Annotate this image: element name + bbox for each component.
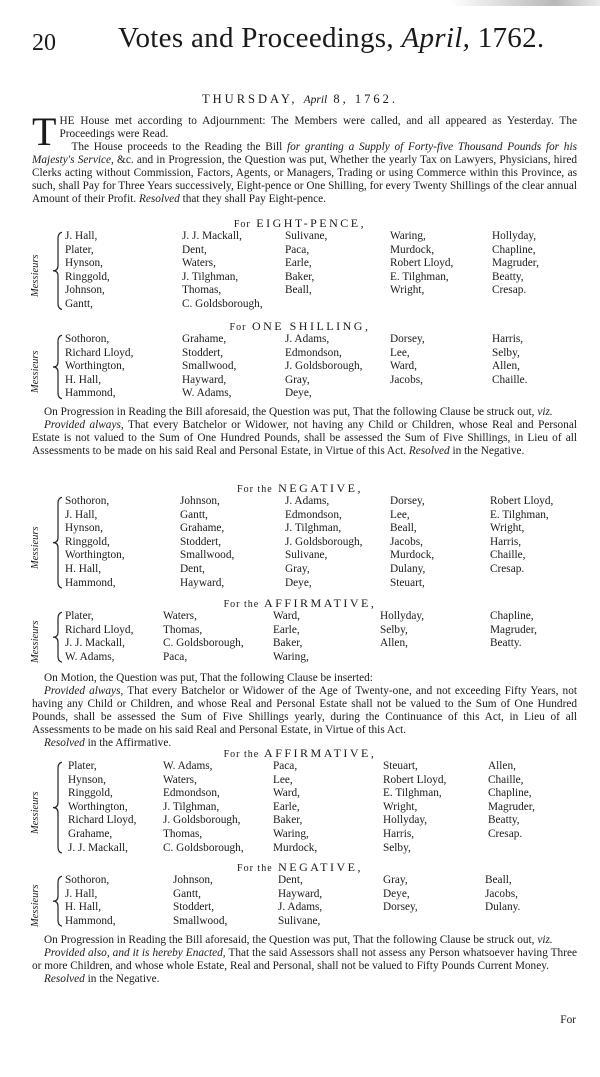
member-name: Wright, xyxy=(383,800,418,813)
member-name: J. Tilghman, xyxy=(285,522,342,535)
member-name: Gray, xyxy=(285,562,310,575)
member-name: Hayward, xyxy=(278,887,323,900)
member-name: Stoddert, xyxy=(182,346,224,359)
member-name: Wright, xyxy=(490,522,525,535)
member-name: Dent, xyxy=(180,562,205,575)
member-name: Sothoron, xyxy=(65,333,110,345)
member-name: Earle, xyxy=(273,623,300,636)
name-column xyxy=(68,760,136,855)
italic-text: Resolved xyxy=(44,973,85,985)
messieurs-label: Messieurs xyxy=(30,791,41,834)
italic-text: viz. xyxy=(537,934,553,946)
member-name: Waring, xyxy=(390,230,426,242)
vote-heading-label: ONE SHILLING, xyxy=(251,319,371,333)
member-name: Lee, xyxy=(390,508,410,521)
paragraph xyxy=(32,947,577,973)
member-name: Chaille, xyxy=(490,549,526,562)
text-block xyxy=(32,672,577,750)
name-column xyxy=(65,874,116,928)
member-name: Baker, xyxy=(285,270,315,283)
text-block xyxy=(32,406,577,458)
member-name: C. Goldsborough, xyxy=(163,637,244,650)
text: That every Batchelor or Widower, not having any Child or Children, whose Real and Personal Estate is not valued to the Sum of One Hundred Pounds, shall be assessed the Sum of Five Shillings, in Lieu of all Assessments to be made on his said Real and Personal Estate, in Virtue of this Act. xyxy=(32,419,577,457)
member-name: Beatty, xyxy=(488,814,520,827)
member-name: Dulany. xyxy=(485,901,521,914)
member-name: Edmondson, xyxy=(285,346,342,359)
vote-heading-label: AFFIRMATIVE, xyxy=(264,746,377,760)
member-name: Beall, xyxy=(390,522,417,535)
brace-icon xyxy=(42,495,62,590)
name-column xyxy=(380,610,424,651)
date-month: April xyxy=(303,94,328,106)
member-name: Hayward, xyxy=(182,373,227,386)
member-name: Jacobs, xyxy=(485,887,518,900)
member-name: J. Adams, xyxy=(285,333,330,345)
name-column xyxy=(383,760,446,855)
member-name: Allen, xyxy=(488,760,516,772)
member-name: E. Tilghman, xyxy=(383,787,442,800)
name-column xyxy=(492,333,527,387)
name-column xyxy=(65,610,133,664)
member-name: Earle, xyxy=(285,257,312,270)
name-column xyxy=(285,333,363,401)
vote-heading-prefix: For xyxy=(229,322,247,333)
member-name: Sulivane, xyxy=(278,914,321,927)
member-name: Cresap. xyxy=(488,827,523,840)
member-name: Robert Lloyd, xyxy=(490,495,554,507)
member-name: Stoddert, xyxy=(180,535,222,548)
brace-icon xyxy=(42,610,62,664)
member-name: Magruder, xyxy=(490,623,537,636)
member-name: Johnson, xyxy=(173,874,213,886)
member-name: C. Goldsborough, xyxy=(182,297,263,310)
vote-heading xyxy=(0,319,600,334)
member-name: Murdock, xyxy=(390,549,435,562)
text: in the Affirmative. xyxy=(84,737,172,749)
member-name: J. Adams, xyxy=(285,495,330,507)
member-name: Paca, xyxy=(163,650,188,663)
messieurs-label: Messieurs xyxy=(30,350,41,393)
member-name: H. Hall, xyxy=(65,901,102,914)
text: HE House met according to Adjournment: The Members were called, and all appeared as Yesterday. The Proceedings were Read. xyxy=(59,115,577,140)
name-column xyxy=(65,495,125,590)
member-name: Hollyday, xyxy=(380,610,425,622)
name-column xyxy=(390,495,434,590)
vote-heading xyxy=(0,860,600,875)
member-name: Deye, xyxy=(285,387,312,400)
member-name: Gray, xyxy=(383,874,408,886)
member-name: Cresap. xyxy=(492,284,527,297)
paragraph xyxy=(32,672,577,685)
member-name: J. Hall, xyxy=(65,508,98,521)
messieurs-label: Messieurs xyxy=(30,884,41,928)
member-name: H. Hall, xyxy=(65,562,102,575)
day-heading xyxy=(0,92,600,107)
member-name: Chapline, xyxy=(488,787,532,800)
day-name: THURSDAY, xyxy=(202,92,298,106)
text: On Progression in Reading the Bill aforesaid, the Question was put, That the following Clause be struck out, xyxy=(44,934,538,946)
member-name: Thomas, xyxy=(163,827,203,840)
name-column xyxy=(285,495,363,590)
vote-heading-prefix: For the xyxy=(223,599,260,610)
name-column xyxy=(390,333,425,387)
member-name: Beall, xyxy=(285,284,312,297)
page-title xyxy=(118,22,544,55)
member-name: Hynson, xyxy=(68,773,106,786)
member-name: Lee, xyxy=(390,346,410,359)
name-column xyxy=(65,333,133,401)
italic-text: Provided always, xyxy=(44,419,124,431)
member-name: Plater, xyxy=(65,243,94,256)
name-column xyxy=(488,760,535,842)
title-text: Votes and Proceedings, xyxy=(118,22,394,54)
name-column xyxy=(278,874,322,928)
member-name: Paca, xyxy=(285,243,310,256)
italic-text: Provided also, and it is hereby Enacted, xyxy=(44,947,226,959)
member-name: Chaille, xyxy=(488,773,524,786)
vote-heading-label: NEGATIVE, xyxy=(278,860,363,874)
name-column xyxy=(182,333,236,401)
paragraph xyxy=(32,973,577,986)
brace-icon xyxy=(42,230,62,312)
paragraph xyxy=(32,934,577,947)
member-name: Stoddert, xyxy=(173,901,215,914)
text: that they shall Pay Eight-pence. xyxy=(179,193,326,205)
member-name: Ward, xyxy=(273,610,301,622)
page-number: 20 xyxy=(32,30,56,56)
member-name: Hollyday, xyxy=(492,230,537,242)
member-name: J. J. Mackall, xyxy=(182,230,242,242)
member-name: W. Adams, xyxy=(182,387,232,400)
brace-icon xyxy=(42,760,62,855)
member-name: Waring, xyxy=(273,650,309,663)
member-name: Chaille. xyxy=(492,373,528,386)
member-name: W. Adams, xyxy=(163,760,213,772)
member-name: Worthington, xyxy=(65,549,125,562)
member-name: J. Tilghman, xyxy=(182,270,239,283)
member-name: Smallwood, xyxy=(180,549,235,562)
member-name: J. J. Mackall, xyxy=(68,841,128,854)
vote-heading-label: EIGHT-PENCE, xyxy=(256,216,367,230)
member-name: Gantt, xyxy=(180,508,208,521)
member-name: Waters, xyxy=(182,257,216,270)
member-name: Lee, xyxy=(273,773,293,786)
text: in the Negative. xyxy=(449,445,525,457)
member-name: Deye, xyxy=(285,576,312,589)
italic-text: Resolved xyxy=(44,737,85,749)
name-column xyxy=(485,874,520,915)
member-name: Richard Lloyd, xyxy=(65,346,134,359)
name-column xyxy=(285,230,327,298)
member-name: Allen, xyxy=(380,637,408,650)
text: That every Batchelor or Widower of the Age of Twenty-one, and not exceeding Fifty Years, not having any Child or Children, and whose Real and Personal Estate shall not be valued to the Sum of One Hundred Pounds, shall be assessed the Sum of Five Shillings yearly, during the Continuance of this Act, in Lieu of all Assessments to be made on his said Real and Personal Estate, in Virtue of this Act. xyxy=(32,685,577,736)
member-name: J. Goldsborough, xyxy=(285,535,363,548)
member-name: Dorsey, xyxy=(390,495,425,507)
member-name: Hynson, xyxy=(65,257,103,270)
member-name: Beall, xyxy=(485,874,512,886)
messieurs-label: Messieurs xyxy=(30,254,41,297)
member-name: Steuart, xyxy=(383,760,418,772)
member-name: Deye, xyxy=(383,887,410,900)
name-column xyxy=(490,610,537,651)
member-name: Hollyday, xyxy=(383,814,428,827)
member-name: J. Tilghman, xyxy=(163,800,220,813)
member-name: Steuart, xyxy=(390,576,425,589)
member-name: Plater, xyxy=(68,760,97,772)
member-name: Harris, xyxy=(492,333,524,345)
vote-heading xyxy=(0,216,600,231)
member-name: Ward, xyxy=(390,360,418,373)
member-name: Murdock, xyxy=(390,243,435,256)
member-name: Hayward, xyxy=(180,576,225,589)
title-year: 1762. xyxy=(477,22,545,54)
member-name: Hammond, xyxy=(65,387,116,400)
text: in the Negative. xyxy=(84,973,160,985)
paragraph xyxy=(32,141,577,206)
member-name: Thomas, xyxy=(182,284,222,297)
member-name: Thomas, xyxy=(163,623,203,636)
member-name: Ringgold, xyxy=(68,787,113,800)
member-name: Sothoron, xyxy=(65,495,110,507)
vote-heading-prefix: For the xyxy=(237,484,273,495)
member-name: Smallwood, xyxy=(173,914,228,927)
member-name: Johnson, xyxy=(65,284,105,297)
member-name: Selby, xyxy=(380,623,408,636)
member-name: J. Adams, xyxy=(278,901,323,914)
member-name: Dent, xyxy=(278,874,303,886)
member-name: Richard Lloyd, xyxy=(68,814,137,827)
italic-text: for granting a Supply of Forty-five Thousand Pounds for his Majesty's Service, xyxy=(32,141,577,166)
member-name: Selby, xyxy=(383,841,411,854)
name-column xyxy=(163,760,244,855)
member-name: J. Hall, xyxy=(65,887,98,900)
member-name: Plater, xyxy=(65,610,94,622)
member-name: Hynson, xyxy=(65,522,103,535)
member-name: Earle, xyxy=(273,800,300,813)
name-column xyxy=(182,230,263,312)
vote-heading-label: NEGATIVE, xyxy=(278,481,363,495)
member-name: E. Tilghman, xyxy=(390,270,449,283)
name-column xyxy=(273,610,309,664)
member-name: Ringgold, xyxy=(65,270,110,283)
paragraph xyxy=(32,685,577,737)
member-name: Sulivane, xyxy=(285,549,328,562)
member-name: Hammond, xyxy=(65,914,116,927)
italic-text: viz. xyxy=(537,406,553,418)
member-name: Sulivane, xyxy=(285,230,328,242)
paragraph xyxy=(32,406,577,419)
text: On Motion, the Question was put, That the following Clause be inserted: xyxy=(44,672,373,684)
member-name: Cresap. xyxy=(490,562,525,575)
member-name: E. Tilghman, xyxy=(490,508,549,521)
member-name: Beatty, xyxy=(492,270,524,283)
member-name: Ringgold, xyxy=(65,535,110,548)
member-name: Worthington, xyxy=(65,360,125,373)
member-name: J. Hall, xyxy=(65,230,98,242)
member-name: Robert Lloyd, xyxy=(383,773,447,786)
member-name: Selby, xyxy=(492,346,520,359)
member-name: Dorsey, xyxy=(383,901,418,914)
vote-heading xyxy=(0,596,600,611)
paragraph xyxy=(32,419,577,458)
member-name: Ward, xyxy=(273,787,301,800)
name-column xyxy=(180,495,234,590)
name-column xyxy=(383,874,418,915)
member-name: Robert Lloyd, xyxy=(390,257,454,270)
text: On Progression in Reading the Bill aforesaid, the Question was put, That the following Clause be struck out, xyxy=(44,406,538,418)
name-column xyxy=(390,230,453,298)
member-name: Jacobs, xyxy=(390,535,423,548)
vote-heading-prefix: For the xyxy=(223,749,260,760)
text-block xyxy=(32,109,577,206)
member-name: W. Adams, xyxy=(65,650,115,663)
member-name: Dulany, xyxy=(390,562,426,575)
title-month: April, xyxy=(401,22,471,54)
italic-text: Provided always, xyxy=(44,685,124,697)
name-column xyxy=(273,760,317,855)
member-name: Richard Lloyd, xyxy=(65,623,134,636)
member-name: H. Hall, xyxy=(65,373,102,386)
vote-heading-prefix: For xyxy=(233,219,251,230)
drop-cap: T xyxy=(32,109,57,154)
vote-heading xyxy=(0,481,600,496)
member-name: Baker, xyxy=(273,814,303,827)
member-name: Harris, xyxy=(383,827,415,840)
member-name: Beatty. xyxy=(490,637,522,650)
member-name: Dorsey, xyxy=(390,333,425,345)
text: That the said Assessors shall not assess any Person whatsoever having Three or more Children, and whose whole Estate, Real and Personal, shall not be valued to Fifty Pounds Current Money. xyxy=(32,947,577,972)
member-name: C. Goldsborough, xyxy=(163,841,244,854)
date-rest: 8, 1762. xyxy=(333,92,398,106)
member-name: Waters, xyxy=(163,773,197,786)
text: &c. and in Progression, the Question was put, Whether the yearly Tax on Lawyers, Physicians, hired Clerks acting without Commission, Factors, Agents, or Managers, Trading or using Commerce within this Province, as such, shall Pay for Three Years successively, Eight-pence or One Shilling, for every Twenty Shillings of the clear annual Amount of their Profit. xyxy=(32,154,577,205)
member-name: Grahame, xyxy=(68,827,113,840)
member-name: Grahame, xyxy=(182,333,227,345)
member-name: Grahame, xyxy=(180,522,225,535)
vote-heading xyxy=(0,746,600,761)
member-name: Chapline, xyxy=(490,610,534,622)
member-name: Dent, xyxy=(182,243,207,256)
catchword: For xyxy=(560,1014,576,1026)
member-name: Jacobs, xyxy=(390,373,423,386)
name-column xyxy=(163,610,244,664)
member-name: Gantt, xyxy=(65,297,93,310)
member-name: Wright, xyxy=(390,284,425,297)
italic-text: Resolved xyxy=(408,445,450,457)
member-name: Gantt, xyxy=(173,887,201,900)
italic-text: Resolved xyxy=(139,193,180,205)
member-name: Paca, xyxy=(273,760,298,772)
member-name: Magruder, xyxy=(488,800,535,813)
member-name: Edmondson, xyxy=(163,787,220,800)
text: The House proceeds to the Reading the Bill xyxy=(71,141,287,153)
name-column xyxy=(490,495,553,577)
member-name: Gray, xyxy=(285,373,310,386)
member-name: Worthington, xyxy=(68,800,128,813)
member-name: Waring, xyxy=(273,827,309,840)
vote-heading-label: AFFIRMATIVE, xyxy=(264,596,377,610)
member-name: Sothoron, xyxy=(65,874,110,886)
member-name: Baker, xyxy=(273,637,303,650)
member-name: Hammond, xyxy=(65,576,116,589)
member-name: Smallwood, xyxy=(182,360,237,373)
member-name: J. J. Mackall, xyxy=(65,637,125,650)
name-column xyxy=(173,874,227,928)
member-name: Edmondson, xyxy=(285,508,342,521)
member-name: Magruder, xyxy=(492,257,539,270)
brace-icon xyxy=(42,874,62,928)
member-name: Harris, xyxy=(490,535,522,548)
text-block xyxy=(32,934,577,986)
member-name: Chapline, xyxy=(492,243,536,256)
name-column xyxy=(65,230,110,312)
messieurs-label: Messieurs xyxy=(30,620,41,664)
member-name: J. Goldsborough, xyxy=(285,360,363,373)
member-name: Murdock, xyxy=(273,841,318,854)
brace-icon xyxy=(42,333,62,401)
messieurs-label: Messieurs xyxy=(30,526,41,569)
member-name: Johnson, xyxy=(180,495,220,507)
scan-edge-artifact xyxy=(450,0,600,6)
member-name: J. Goldsborough, xyxy=(163,814,241,827)
vote-heading-prefix: For the xyxy=(237,863,273,874)
name-column xyxy=(492,230,539,298)
member-name: Waters, xyxy=(163,610,197,622)
member-name: Allen, xyxy=(492,360,520,373)
